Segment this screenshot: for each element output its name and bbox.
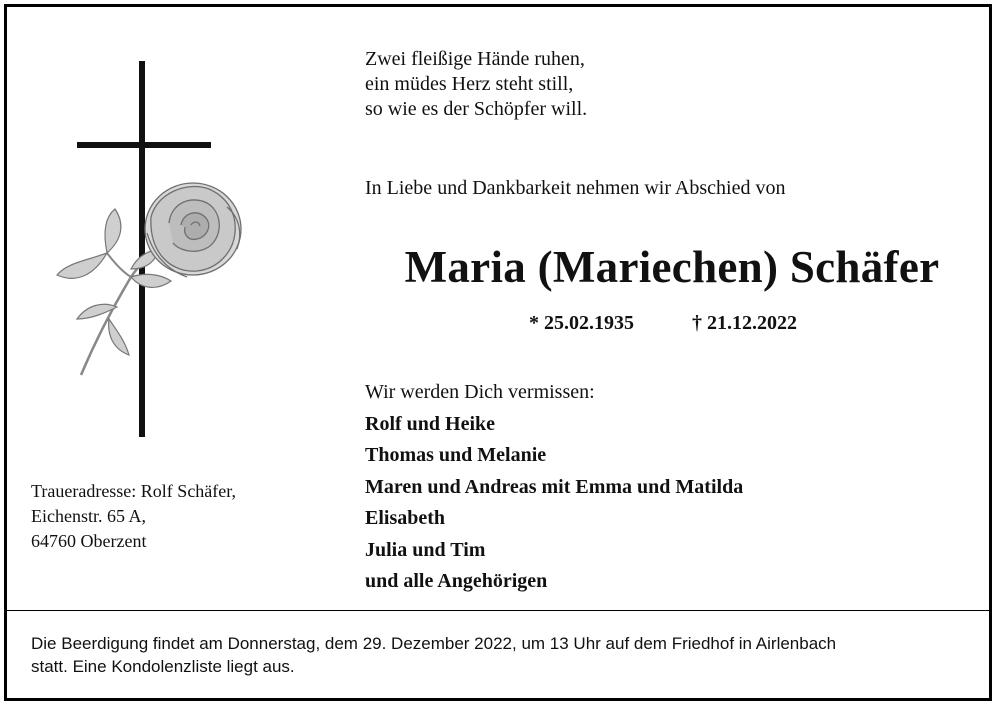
deceased-name: Maria (Mariechen) Schäfer: [404, 242, 940, 292]
mourners-lead: Wir werden Dich vermissen:: [365, 381, 595, 403]
mourner-entry: Maren und Andreas mit Emma und Matilda: [365, 475, 744, 498]
birth-date: * 25.02.1935: [529, 312, 634, 334]
divider: [7, 610, 989, 611]
mourner-entry: Rolf und Heike: [365, 412, 496, 435]
mourner-entry: Thomas und Melanie: [365, 444, 547, 466]
address-line: Eichenstr. 65 A,: [31, 506, 146, 526]
mourner-entry: Julia und Tim: [365, 538, 486, 561]
death-date: † 21.12.2022: [692, 312, 797, 334]
mourners-list: [365, 377, 743, 598]
poem-line: Zwei fleißige Hände ruhen,: [365, 48, 585, 70]
funeral-notice: [31, 632, 971, 678]
funeral-line: statt. Eine Kondolenzliste liegt aus.: [31, 657, 295, 676]
cross-icon: [47, 57, 267, 447]
rose-icon: [145, 183, 241, 277]
funeral-line: Die Beerdigung findet am Donnerstag, dem 29. Dezember 2022, um 13 Uhr auf dem Friedhof in Airlenbach: [31, 634, 837, 653]
mourner-entry: und alle Angehörigen: [365, 570, 548, 592]
cross-and-rose: [47, 57, 267, 447]
poem-line: ein müdes Herz steht still,: [365, 73, 574, 95]
mourner-entry: Elisabeth: [365, 507, 446, 529]
mourning-address: [31, 479, 236, 554]
farewell-intro: In Liebe und Dankbarkeit nehmen wir Abschied von: [365, 177, 786, 199]
obituary-frame: [4, 4, 992, 701]
address-line: Traueradresse: Rolf Schäfer,: [31, 481, 237, 501]
address-line: 64760 Oberzent: [31, 531, 147, 551]
poem-line: so wie es der Schöpfer will.: [365, 98, 588, 120]
poem: [365, 47, 587, 122]
